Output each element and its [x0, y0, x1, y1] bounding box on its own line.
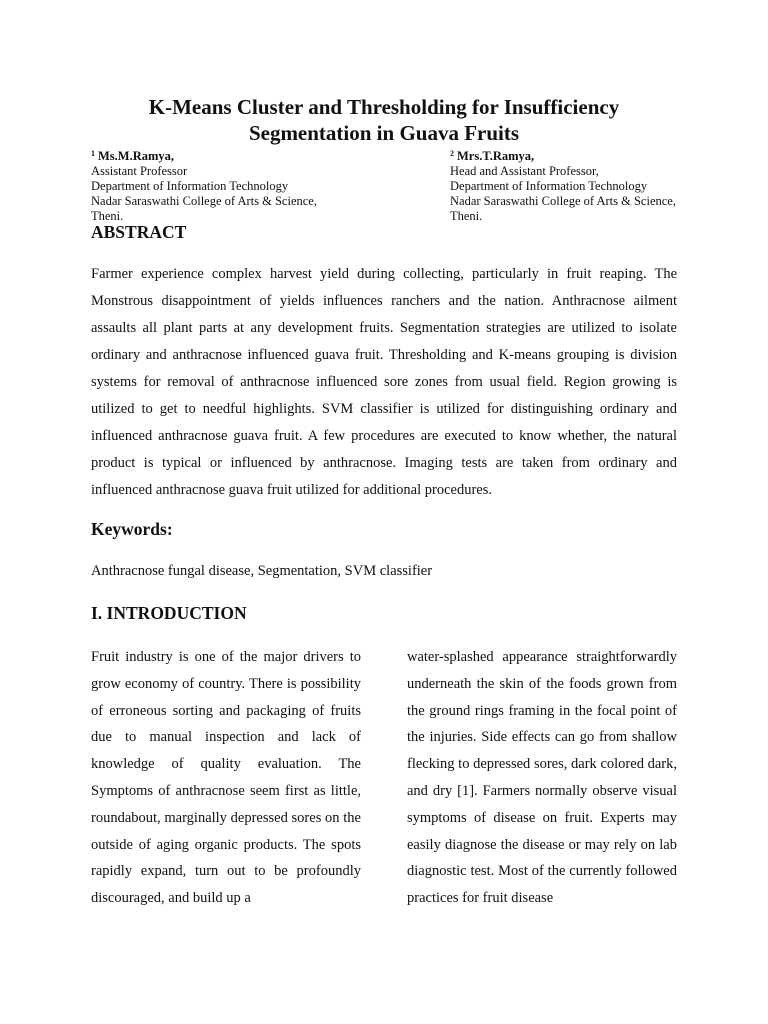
author-block-2: [450, 146, 676, 224]
author-number: 2: [450, 149, 454, 158]
author-role: Assistant Professor: [91, 164, 188, 178]
author-number: 1: [91, 149, 95, 158]
author-name: Ms.M.Ramya,: [98, 149, 175, 163]
introduction-heading: I. INTRODUCTION: [91, 603, 247, 623]
author-role: Head and Assistant Professor,: [450, 164, 599, 178]
paper-title: [60, 94, 708, 146]
author-college: Nadar Saraswathi College of Arts & Science,: [450, 194, 676, 208]
author-department: Department of Information Technology: [450, 179, 648, 193]
author-block-1: [91, 146, 317, 224]
title-line-1: K-Means Cluster and Thresholding for Insufficiency: [148, 95, 620, 119]
author-college: Nadar Saraswathi College of Arts & Science,: [91, 194, 317, 208]
author-city: Theni.: [91, 209, 124, 223]
author-city: Theni.: [450, 209, 483, 223]
introduction-column-right: water-splashed appearance straightforwardly underneath the skin of the foods grown from the ground rings framing in the focal point of the injuries. Side effects can go from shallow flecking to depressed sores, dark colored dark, and dry [1]. Farmers normally observe visual symptoms of disease on fruit. Experts may easily diagnose the disease or may rely on lab diagnostic test. Most of the currently followed practices for fruit disease: [407, 649, 677, 907]
author-department: Department of Information Technology: [91, 179, 289, 193]
author-name: Mrs.T.Ramya,: [457, 149, 535, 163]
abstract-heading: ABSTRACT: [91, 222, 187, 242]
keywords-heading: Keywords:: [91, 519, 173, 539]
keywords-text: Anthracnose fungal disease, Segmentation, SVM classifier: [91, 563, 433, 579]
abstract-text: Farmer experience complex harvest yield during collecting, particularly in fruit reaping. The Monstrous disappointment of yields influences ranchers and the nation. Anthracnose ailment assaults all plant parts at any development fruits. Segmentation strategies are utilized to isolate ordinary and anthracnose influenced guava fruit. Thresholding and K-means grouping is division systems for removal of anthracnose influenced sore zones from usual field. Region growing is utilized to get to needful highlights. SVM classifier is utilized for distinguishing ordinary and influenced anthracnose guava fruit. A few procedures are executed to know whether, the natural product is typical or influenced by anthracnose. Imaging tests are taken from ordinary and influenced anthracnose guava fruit utilized for additional procedures.: [91, 266, 677, 498]
introduction-column-left: Fruit industry is one of the major drivers to grow economy of country. There is possibility of erroneous sorting and packaging of fruits due to manual inspection and lack of knowledge of quality evaluation. The Symptoms of anthracnose seem first as little, roundabout, marginally depressed sores on the outside of aging organic products. The spots rapidly expand, turn out to be profoundly discouraged, and build up a: [91, 649, 361, 907]
title-line-2: Segmentation in Guava Fruits: [248, 121, 520, 145]
